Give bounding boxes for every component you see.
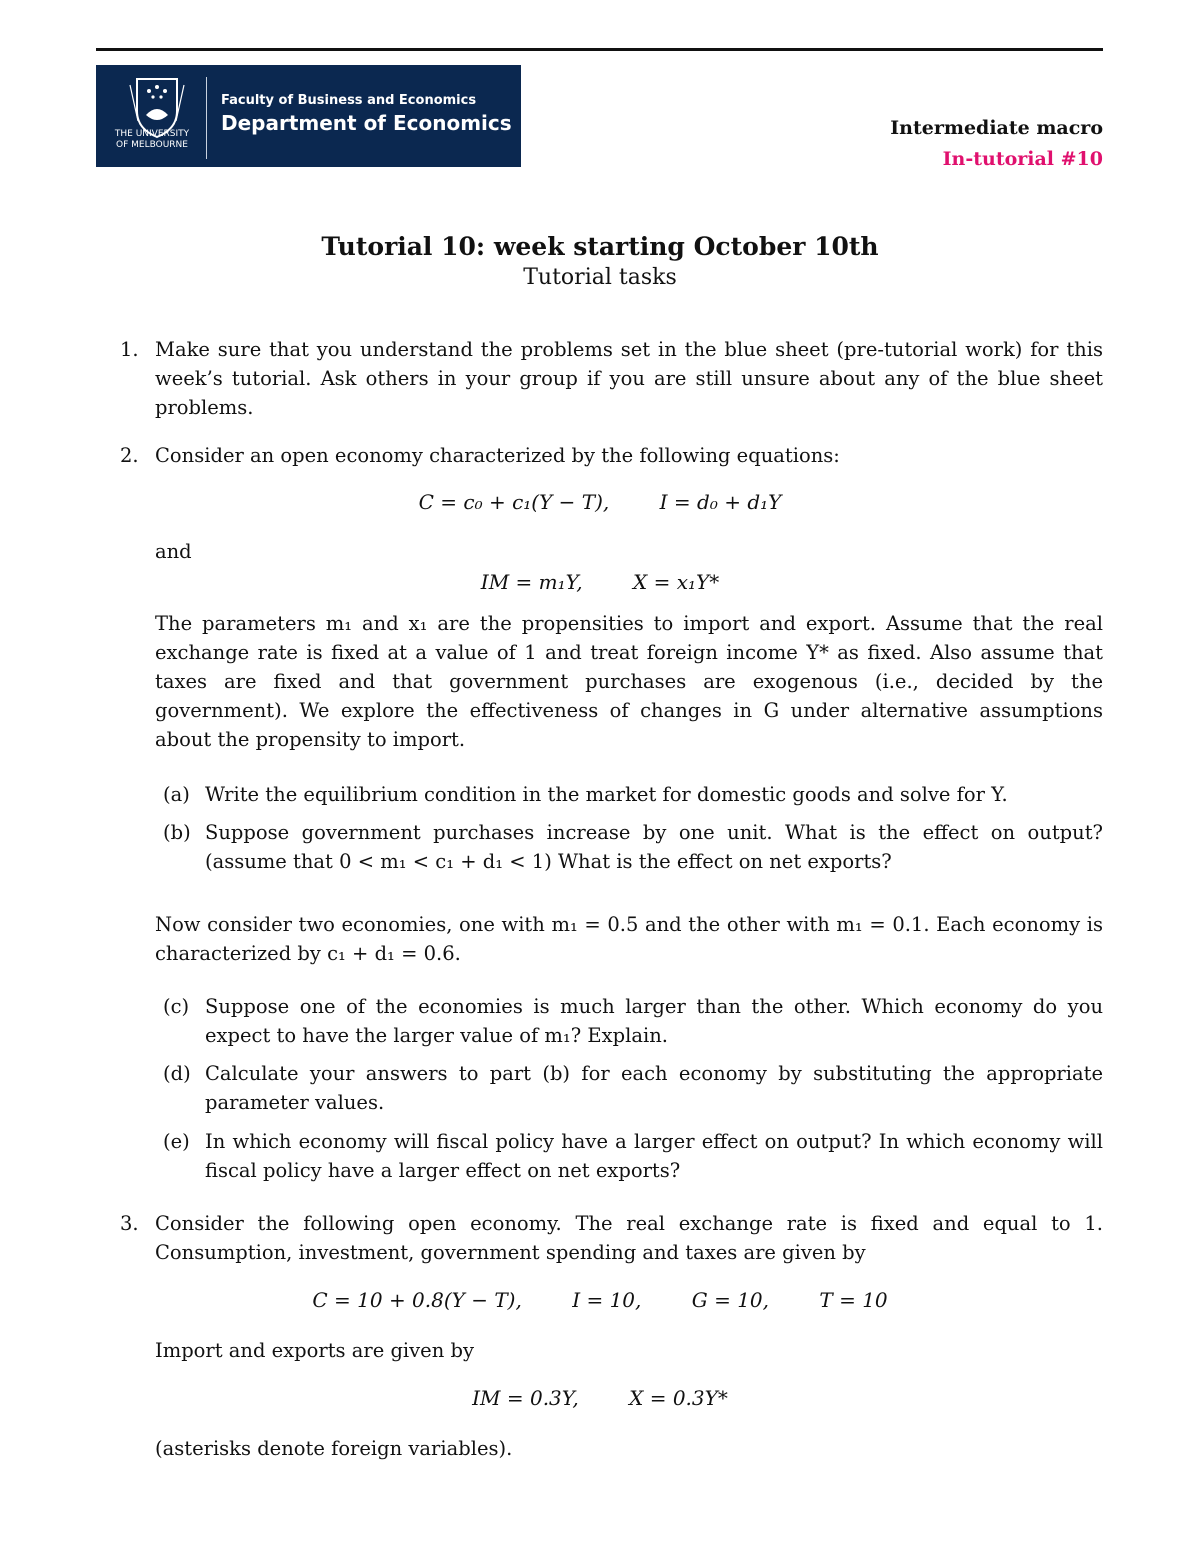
page-subtitle: Tutorial tasks (523, 265, 677, 290)
subquestion-d (163, 1059, 1103, 1117)
equation-imports: IM = 0.3Y, (472, 1386, 579, 1410)
equation-investment: I = 10, (572, 1288, 642, 1312)
subquestion-label: (e) (163, 1130, 190, 1153)
tutorial-label: In-tutorial #10 (942, 148, 1103, 170)
question-text: Make sure that you understand the problems set in the blue sheet (pre-tutorial work) for this week’s tutorial. Ask others in your group if you are still unsure about any of the blue sheet problems. (155, 338, 1103, 419)
subquestion-a (163, 780, 1103, 809)
subquestion-c (163, 992, 1103, 1050)
title-block (0, 232, 1200, 290)
subquestion-label: (b) (163, 821, 191, 844)
question-number: 1. (120, 338, 139, 361)
subquestion-text: In which economy will fiscal policy have a larger effect on output? In which economy will fiscal policy have a larger effect on net exports? (205, 1130, 1103, 1182)
subquestion-text: Calculate your answers to part (b) for each economy by substituting the appropriate parameter values. (205, 1062, 1103, 1114)
subquestion-label: (d) (163, 1062, 191, 1085)
equation-row-domestic (0, 1288, 1200, 1312)
question-3-note: (asterisks denote foreign variables). (155, 1437, 513, 1460)
question-number: 2. (120, 444, 139, 467)
question-1 (120, 335, 1103, 422)
equation-imports-exports (0, 570, 1200, 594)
equation-taxes: T = 10 (819, 1288, 888, 1312)
question-intro: Consider an open economy characterized by the following equations: (155, 444, 840, 467)
subquestion-b (163, 818, 1103, 876)
subquestion-text: Suppose government purchases increase by one unit. What is the effect on output? (assume that 0 < m₁ < c₁ + d₁ < 1) What is the effect on net exports? (205, 821, 1103, 873)
equation-investment: I = d₀ + d₁Y (659, 490, 782, 514)
equation-consumption: C = c₀ + c₁(Y − T), (418, 490, 610, 514)
faculty-name: Faculty of Business and Economics (221, 93, 477, 108)
question-2 (120, 441, 1103, 470)
course-name: Intermediate macro (890, 117, 1103, 139)
equation-exports: X = 0.3Y* (629, 1386, 728, 1410)
question-number: 3. (120, 1212, 139, 1235)
question-intro: Consider the following open economy. The real exchange rate is fixed and equal to 1. Consumption, investment, government spending and taxes are given by (155, 1212, 1103, 1264)
connector-and: and (155, 540, 192, 563)
imports-intro: Import and exports are given by (155, 1339, 474, 1362)
equation-row-trade (0, 1386, 1200, 1410)
department-name: Department of Economics (221, 111, 512, 135)
question-3 (120, 1209, 1103, 1267)
page-title: Tutorial 10: week starting October 10th (321, 232, 879, 261)
university-wordmark: THE UNIVERSITY OF MELBOURNE (114, 129, 190, 150)
subquestion-label: (a) (163, 783, 190, 806)
university-logo (96, 65, 521, 167)
equation-consumption-investment (0, 490, 1200, 514)
equation-imports: IM = m₁Y, (480, 570, 583, 594)
logo-divider (206, 77, 207, 159)
equation-consumption: C = 10 + 0.8(Y − T), (312, 1288, 522, 1312)
question-2-paragraph: The parameters m₁ and x₁ are the propensities to import and export. Assume that the real exchange rate is fixed at a value of 1 and treat foreign income Y* as fixed. Also assume that taxes are fixed and that government purchases are exogenous (i.e., decided by the government). We explore the effectiveness of changes in G under alternative assumptions about the propensity to import. (155, 612, 1103, 751)
header-right (890, 117, 1103, 170)
subquestion-text: Suppose one of the economies is much larger than the other. Which economy do you expect to have the larger value of m₁? Explain. (205, 995, 1103, 1047)
equation-government: G = 10, (691, 1288, 770, 1312)
subquestion-label: (c) (163, 995, 190, 1018)
top-rule (96, 48, 1103, 51)
question-2-economies: Now consider two economies, one with m₁ = 0.5 and the other with m₁ = 0.1. Each economy is characterized by c₁ + d₁ = 0.6. (155, 913, 1103, 965)
equation-exports: X = x₁Y* (632, 570, 720, 594)
subquestion-text: Write the equilibrium condition in the market for domestic goods and solve for Y. (205, 783, 1008, 806)
subquestion-e (163, 1127, 1103, 1185)
